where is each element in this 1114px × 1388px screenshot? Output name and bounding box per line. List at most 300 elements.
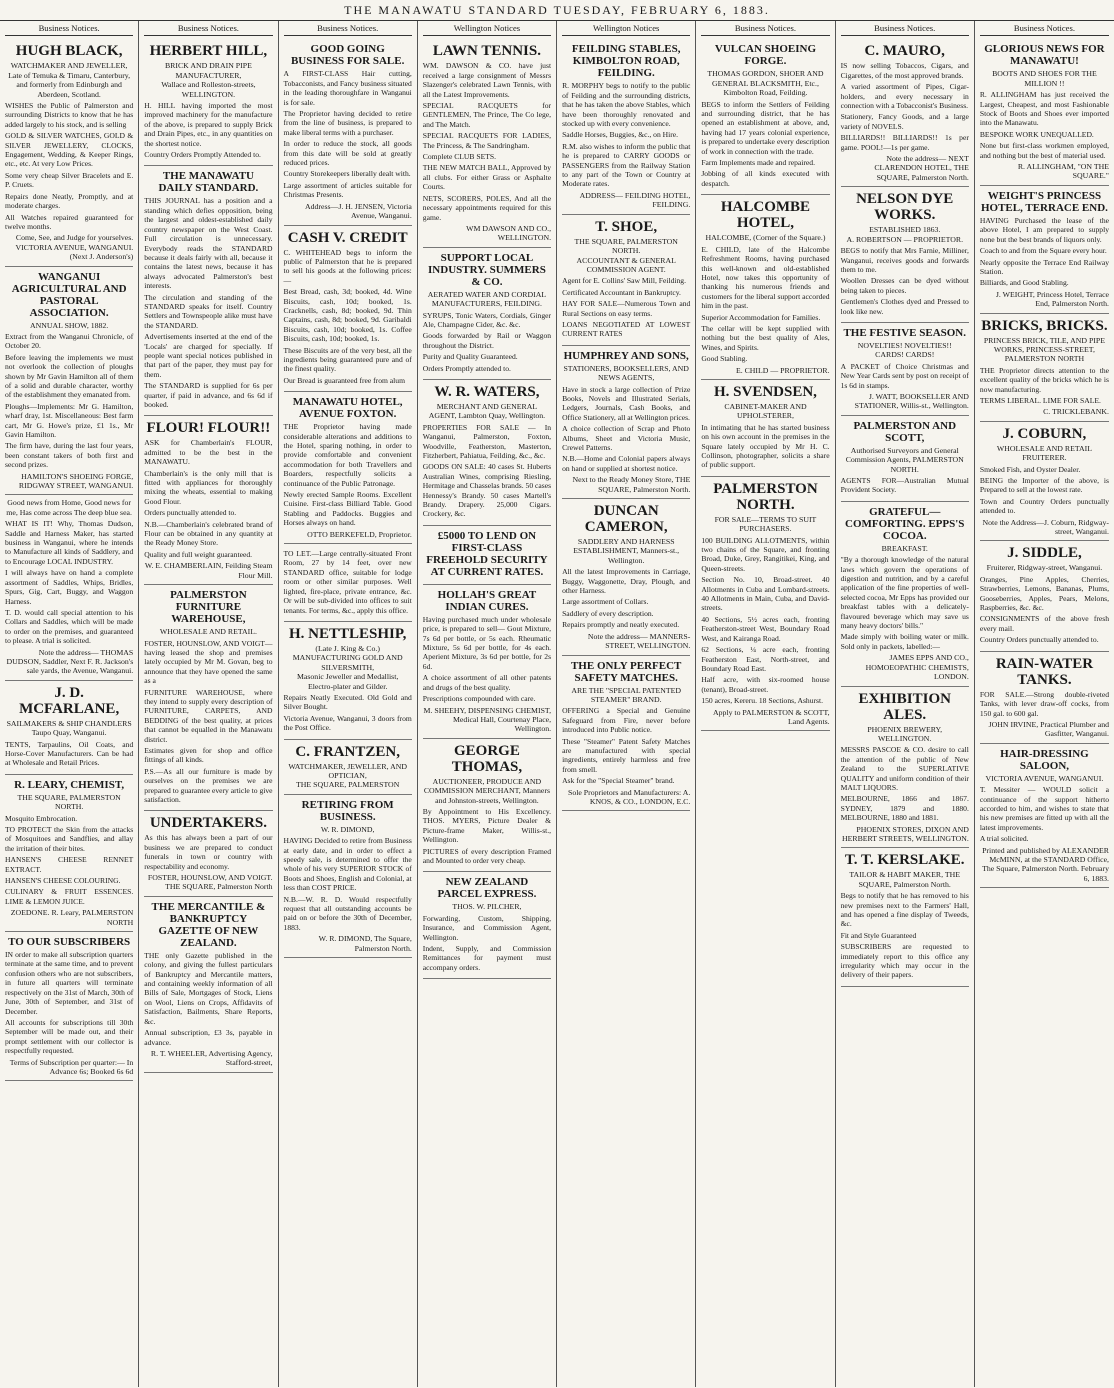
advertisement [980, 314, 1109, 422]
ad-heading: T. SHOE, [595, 218, 658, 235]
ad-signature: E. CHILD — PROPRIETOR. [735, 365, 830, 375]
ad-paragraph: Extract from the Wanganui Chronicle, of October 20. [5, 331, 134, 351]
ad-subheading: STATIONERS, BOOKSELLERS, AND NEWS AGENTS, [563, 363, 689, 383]
ad-paragraph: In intimating that he has started business on his own account in the premises in the Square lately occupied by Mr H. C. Collinson, photographer, solicits a share of public support. [701, 422, 830, 470]
ad-paragraph: Best Bread, cash, 3d; booked, 4d. Wine Biscuits, cash, 10d; booked, 1s. Cracknells, cash, 8d; booked, 9d. Thin Captains, cash, 8d; booked, 9d. Garibaldi Biscuits, cash, 10d; booked, 1s. Coffee Biscuits, cash, 10d; booked, 1s. [283, 287, 412, 344]
ad-paragraph: 62 Sections, ¼ acre each, fronting Featherston East, North-street, and Boundary Road East. [701, 645, 830, 673]
ad-signature: Next to the Ready Money Store, THE SQUARE, Palmerston North. [572, 475, 691, 494]
ad-paragraph: Country Orders Promptly Attended to. [144, 150, 261, 160]
advertisement [841, 687, 969, 849]
ad-paragraph: Purity and Quality Guaranteed. [422, 352, 518, 362]
ad-heading: H. SVENDSEN, [713, 383, 817, 400]
ad-paragraph: Nearly opposite the Terrace End Railway Station. [979, 257, 1109, 276]
ad-paragraph: TENTS, Tarpaulins, Oil Coats, and Horse-Cover Manufacturers. Can be had at Wholesale and Retail Prices. [5, 739, 134, 768]
ad-paragraph: FURNITURE WAREHOUSE, where they intend to supply every description of FURNITURE, CARPETS, AND BEDDING of the best quality, at prices that cannot be equalled in the Manawatu district. [144, 687, 273, 744]
ad-paragraph: Repairs Neatly Executed. Old Gold and Silver Bought. [283, 692, 412, 712]
ad-paragraph: Farm Implements made and repaired. [701, 158, 815, 168]
advertisement [841, 39, 969, 187]
ad-subheading: VICTORIA AVENUE, WANGANUI. [985, 773, 1104, 783]
advertisement [423, 585, 551, 739]
column-2 [139, 21, 278, 1387]
ad-paragraph: Gentlemen's Clothes dyed and Pressed to look like new. [840, 297, 969, 316]
ad-paragraph: Newly erected Sample Rooms. Excellent Cuisine. First-class Billiard Table. Good Stabling and Paddocks. Buggies and Horses always on hand. [283, 490, 412, 528]
ad-paragraph: BEGS to notify that Mrs Farnie, Milliner, Wanganui, receives goods and forwards them to me. [840, 246, 969, 274]
ad-heading: PALMERSTON FURNITURE WAREHOUSE, [170, 589, 247, 626]
ad-heading: BRICKS, BRICKS. [981, 317, 1108, 334]
ad-subheading: AUCTIONEER, PRODUCE AND COMMISSION MERCHANT, Manners and Johnston-streets, Wellington. [423, 776, 550, 805]
ad-paragraph: THE Proprietor directs attention to the excellent quality of the bricks which he is now manufacturing. [979, 365, 1109, 394]
masthead: THE MANAWATU STANDARD TUESDAY, FEBRUARY 6, 1883. [0, 0, 1114, 21]
ad-paragraph: Ask for the "Special Steamer" brand. [562, 776, 675, 786]
ad-subheading: PRINCESS BRICK, TILE, AND PIPE WORKS, PRINCESS-STREET, PALMERSTON NORTH [983, 335, 1106, 364]
ad-paragraph: The Proprietor having decided to retire from the line of business, is prepared to make liberal terms with a purchaser. [283, 109, 412, 137]
ad-subheading: Masonic Jeweller and Medallist, Electro-plater and Gilder. [296, 672, 399, 691]
ad-heading: TO OUR SUBSCRIBERS [8, 936, 131, 949]
ad-signature: WM DAWSON AND CO., WELLINGTON. [466, 223, 552, 243]
ad-heading: J. SIDDLE, [1007, 545, 1082, 562]
advertisement [980, 541, 1109, 651]
ad-heading: FLOUR! FLOUR!! [146, 420, 271, 437]
advertisement [284, 622, 412, 740]
ad-paragraph: SYRUPS, Tonic Waters, Cordials, Ginger Ale, Champagne Cider, &c. &c. [422, 310, 552, 329]
ad-paragraph: 100 BUILDING ALLOTMENTS, within two chains of the Square, and fronting Broad, Duke, Grey, Rangitikei, King, and Queen-streets. [701, 535, 830, 573]
ad-paragraph: IN order to make all subscription quarters terminate at the same time, and to prevent confusion others who are not subscribers, in future all quarters will terminate respectively on the 31st of March, 30th of June, 30th of September, and 31st of December. [5, 950, 134, 1016]
ad-subheading: HALCOMBE, (Corner of the Square.) [705, 233, 826, 243]
ad-paragraph: NETS, SCORERS, POLES, And all the necessary appointments required for this game. [422, 193, 552, 222]
ad-subheading: BRICK AND DRAIN PIPE MANUFACTURER, [164, 61, 252, 80]
advertisement [980, 39, 1109, 185]
ad-signature: FOSTER, HOUNSLOW, AND VOIGT. THE SQUARE, Palmerston North [147, 873, 273, 892]
ad-paragraph: Smoked Fish, and Oyster Dealer. [979, 464, 1081, 474]
ad-subheading: SAILMAKERS & SHIP CHANDLERS [6, 718, 132, 728]
ad-paragraph: Complete CLUB SETS. [422, 152, 496, 162]
ad-paragraph: Stationery, Fancy Goods, and a large variety of NOVELS. [840, 112, 969, 131]
ad-subheading: ESTABLISHED 1863. [869, 225, 941, 235]
ad-paragraph: Orders punctually attended to. [144, 508, 237, 518]
advertisement [5, 681, 133, 775]
advertisement [980, 186, 1109, 314]
ad-subheading: THOS. W. PILCHER, [452, 902, 522, 912]
ad-paragraph: A PACKET of Choice Christmas and New Year Cards sent by post on receipt of 1s 6d in stamps. [840, 361, 969, 390]
ad-heading: UNDERTAKERS. [149, 815, 267, 832]
ad-heading: H. NETTLESHIP, [288, 625, 407, 642]
ad-heading: J. D. MCFARLANE, [19, 684, 120, 717]
ad-paragraph: BILLIARDS!! BILLIARDS!! 1s per game. POOL!—1s per game. [840, 133, 969, 152]
ad-paragraph: Forwarding, Custom, Shipping, Insurance, and Commission Agent, Wellington. [422, 913, 552, 942]
ad-paragraph: As this has always been a part of our business we are prepared to conduct funerals in town or country with respectability and economy. [144, 833, 273, 871]
ad-signature: W. E. CHAMBERLAIN, Feilding Steam Flour Mill. [144, 561, 273, 580]
column-6 [696, 21, 835, 1387]
ad-signature: Note the Address—J. Coburn, Ridgway-street, Wanganui. [982, 517, 1109, 537]
column-7 [836, 21, 975, 1387]
ad-paragraph: Advertisements inserted at the end of the 'Locals' are charged for specially. If people want special notices published in that part of the paper, they must pay for them. [144, 332, 273, 379]
ad-signature: R. T. WHEELER, Advertising Agency, Stafford-street, [150, 1048, 273, 1068]
ad-heading: HERBERT HILL, [149, 43, 268, 60]
advertisement [144, 39, 272, 166]
ad-paragraph: CONSIGNMENTS of the above fresh every mail. [979, 614, 1109, 633]
ad-signature: Come, See, and Judge for yourselves. VICTORIA AVENUE, WANGANUI. (Next J. Anderson's) [15, 233, 134, 262]
ad-heading: VULCAN SHOEING FORGE. [714, 43, 817, 68]
advertisement [284, 392, 412, 544]
column-heading: Wellington Notices [423, 21, 551, 36]
ad-paragraph: Coach to and from the Square every hour. [979, 246, 1107, 256]
ad-subheading: (Late J. King & Co.) MANUFACTURING GOLD AND SILVERSMITH, [292, 643, 403, 672]
ad-subheading: WATCHMAKER AND JEWELLER, [10, 61, 128, 71]
ad-heading: FEILDING STABLES, KIMBOLTON ROAD, FEILDING. [571, 43, 681, 80]
ad-subheading: ACCOUNTANT & GENERAL COMMISSION AGENT. [576, 255, 676, 274]
ad-paragraph: The circulation and standing of the STANDARD speaks for itself. Country Settlers and Townspeople alike must have the STANDARD. [144, 292, 273, 330]
advertisement [980, 652, 1109, 744]
ad-heading: HUMPHREY AND SONS, [563, 349, 689, 362]
ad-paragraph: Chamberlain's is the only mill that is fitted with appliances for thoroughly mixing the wheats, essential to making Good Flour. [144, 468, 273, 506]
advertisement [5, 775, 133, 932]
ad-paragraph: Woollen Dresses can be dyed without being taken to pieces. [840, 276, 969, 295]
ad-heading: EXHIBITION ALES. [858, 690, 951, 723]
ad-subheading: TAILOR & HABIT MAKER, THE SQUARE, Palmerston North. [849, 870, 961, 889]
ad-paragraph: The STANDARD is supplied for 6s per quarter, if paid in advance, and 6s 6d if booked. [144, 381, 273, 409]
ad-subheading: SADDLERY AND HARNESS ESTABLISHMENT, Manners-st., Wellington. [573, 537, 680, 565]
ad-heading: NEW ZEALAND PARCEL EXPRESS. [437, 876, 537, 901]
ad-paragraph: The firm have, during the last four years, been constant takers of both first and second prizes. [5, 441, 134, 470]
ad-paragraph: T. Messiter — WOULD solicit a continuance of the support hitherto accorded to him, and wishes to state that his new premises are fitted up with all the latest improvements. [979, 785, 1109, 832]
ad-paragraph: 40 Sections, 5½ acres each, fronting Featherston-street West, Boundary Road West, and Kairanga Road. [701, 614, 830, 643]
column-heading: Business Notices. [980, 21, 1109, 36]
ad-heading: GRATEFUL—COMFORTING. EPPS'S COCOA. [845, 505, 965, 542]
advertisement [144, 416, 272, 585]
ad-signature: JOHN IRVINE, Practical Plumber and Gasfitter, Wanganui. [988, 719, 1109, 739]
advertisement [423, 526, 551, 585]
ad-paragraph: GOODS ON SALE: 40 cases St. Huberts Australian Wines, comprising Riesling, Hermitage and Chasselas brands. 50 cases Hennessy's Brandy. 50 cases Martell's Brandy. Drapery. 25,000 Cigars. Crockery, &c. [422, 462, 552, 519]
advertisement [144, 166, 272, 416]
ad-paragraph: Estimates given for shop and office fittings of all kinds. [144, 745, 273, 765]
ad-paragraph: A choice assortment of all other patents and drugs of the best quality. [422, 673, 552, 692]
ad-subheading: NOVELTIES! NOVELTIES!! [857, 340, 952, 350]
ad-paragraph: Fit and Style Guaranteed [840, 930, 917, 940]
ad-subheading: MERCHANT AND GENERAL AGENT, Lambton Quay, Wellington. [428, 401, 546, 421]
advertisement [284, 544, 412, 622]
ad-heading: PALMERSTON NORTH. [713, 480, 818, 513]
ad-paragraph: R. ALLINGHAM has just received the Largest, Cheapest, and most Fashionable Stock of Boots and Shoes ever imported into the Manawatu. [979, 90, 1109, 128]
ad-paragraph: Section No. 10, Broad-street. 40 Allotments in Cuba and Lombard-streets. 40 Allotments in Main, Cuba, and David-streets. [701, 575, 830, 613]
ad-heading: J. COBURN, [1002, 425, 1087, 442]
advertisement [701, 380, 829, 477]
advertisement [980, 744, 1109, 888]
ad-paragraph: All Watches repaired guaranteed for twelve months. [5, 212, 134, 231]
ad-paragraph: TERMS LIBERAL. LIME FOR SALE. [979, 395, 1101, 405]
ad-heading: WANGANUI AGRICULTURAL AND PASTORAL ASSOCIATION. [11, 270, 127, 319]
ad-paragraph: Billiards, and Good Stabling. [979, 278, 1069, 288]
ad-paragraph: A choice collection of Scrap and Photo Albums, Sheet and Victoria Music, Crewel Patterns. [562, 424, 691, 452]
column-heading: Wellington Notices [562, 21, 690, 36]
ad-paragraph: GOLD & SILVER WATCHES, GOLD & SILVER JEWELLERY, CLOCKS, Engagement, Wedding, & Keeper Rings, etc., etc. At very Low Prices. [5, 131, 134, 169]
ad-heading: T. T. KERSLAKE. [844, 852, 965, 869]
ad-signature: ADDRESS— FEILDING HOTEL, FEILDING. [579, 190, 691, 210]
ad-paragraph: These Biscuits are of the very best, all the ingredients being guaranteed pure and of the finest quality. [283, 345, 412, 374]
ad-heading: NELSON DYE WORKS. [856, 191, 954, 224]
ad-paragraph: HAVING Decided to retire from Business at early date, and in order to effect a speedy sale, is determined to offer the whole of his very SUPERIOR STOCK of Boots and Shoes, English and Colonial, at less than COST PRICE. [283, 836, 412, 893]
column-1 [0, 21, 139, 1387]
ad-paragraph: Oranges, Pine Apples, Cherries, Strawberries, Lemons, Bananas, Plums, Gooseberries, Apples, Pears, Melons, Raspberries, &c. &c. [979, 574, 1109, 613]
ad-subheading: Authorised Surveyors and General Commission Agents, PALMERSTON NORTH. [845, 445, 964, 474]
ad-paragraph: A trial solicited. [979, 834, 1029, 844]
ad-subheading: Late of Temuka & Timaru, Canterbury, and formerly from Edinburgh and Aberdeen, Scotland. [8, 70, 131, 99]
ad-paragraph: SPECIAL RACQUETS FOR LADIES, The Princess, & The Sandringham. [422, 131, 552, 150]
ad-paragraph: WISHES the Public of Palmerston and surrounding Districts to know that he has added largely to his stock, and is selling [5, 101, 134, 129]
advertisement [423, 248, 551, 380]
ad-paragraph: WM. DAWSON & CO. have just received a large consignment of Messrs Slazenger's celebrated Lawn Tennis, with all the Latest Improvements. [422, 61, 552, 99]
ad-subheading: W. R. DIMOND, [320, 824, 375, 834]
ad-paragraph: ASK for Chamberlain's FLOUR, admitted to be the best in the MANAWATU. [144, 438, 273, 467]
advertisement [5, 267, 133, 496]
ad-paragraph: SUBSCRIBERS are requested to immediately report to this office any irregularity which may occur in the delivery of their papers. [840, 942, 969, 980]
ad-heading: SUPPORT LOCAL INDUSTRY. SUMMERS & CO. [428, 251, 546, 288]
ad-paragraph: OFFERING a Special and Genuine Safeguard from Fire, never before introduced into Public notice. [562, 706, 691, 735]
ad-paragraph: Having purchased much under wholesale price, is prepared to sell— Gout Mixture, 7s 6d per bottle, or 5s each. Rheumatic Mixture, 5s 6d per bottle, for 4s each. Aperient Mixture, 3s 6d per bottle, for 2s 6d. [422, 614, 552, 671]
advertisement [841, 416, 969, 502]
ad-subheading: Wallace and Rolleston-streets, WELLINGTON. [161, 80, 256, 99]
ad-paragraph: H. HILL having imported the most improved machinery for the manufacture of the above, is prepared to supply Brick and Drain Pipes, etc., in any quantities on the shortest notice. [144, 101, 273, 148]
column-heading: Business Notices. [5, 21, 133, 36]
ad-paragraph: Superior Accommodation for Families. [701, 312, 821, 322]
ad-heading: C. FRANTZEN, [295, 743, 400, 760]
ad-paragraph: N.B.—Chamberlain's celebrated brand of Flour can be obtained in any quantity at the Ready Money Store. [144, 519, 273, 548]
advertisement [841, 323, 969, 416]
column-heading: Business Notices. [284, 21, 412, 36]
ad-paragraph: Saddle Horses, Buggies, &c., on Hire. [562, 130, 679, 140]
ad-heading: THE MERCANTILE & BANKRUPTCY GAZETTE OF NEW ZEALAND. [151, 900, 266, 949]
ad-heading: THE FESTIVE SEASON. [843, 326, 967, 339]
ad-paragraph: Town and Country Orders punctually attended to. [979, 496, 1109, 516]
ad-subheading: AERATED WATER AND CORDIAL MANUFACTURERS, FEILDING. [427, 289, 547, 309]
ad-paragraph: CULINARY & FRUIT ESSENCES. LIME & LEMON JUICE. [5, 887, 134, 906]
ad-paragraph: Saddlery of every description. [562, 608, 654, 618]
ad-signature: ZOEDONE. R. Leary, PALMERSTON NORTH [10, 908, 134, 927]
ad-paragraph: R. MORPHY begs to notify to the public of Feilding and the surrounding districts, that he has taken the above Stables, which have been thoroughly renovated and stocked up with every convenience. [562, 81, 691, 129]
ad-heading: CASH V. CREDIT [287, 229, 408, 246]
ad-paragraph: Mosquito Embrocation. [5, 813, 78, 823]
advertisement [841, 187, 969, 323]
ad-paragraph: PICTURES of every description Framed and Mounted to order very cheap. [422, 846, 552, 865]
ad-paragraph: MESSRS PASCOE & CO. desire to call the attention of the public of New Zealand to the SUPERLATIVE QUALITY and uniform condition of their MALT LIQUORS. [840, 745, 969, 792]
ad-paragraph: HAY FOR SALE—Numerous Town and Rural Sections on easy terms. [562, 299, 691, 318]
ad-paragraph: Country Orders punctually attended to. [979, 635, 1099, 645]
ad-paragraph: Before leaving the implements we must not overlook the collection of ploughs shown by Mr Gavin Hamilton all of them of a solid and durable character, worthy of the establishment they emanated from. [5, 352, 134, 400]
ad-paragraph: WHAT IS IT! Why, Thomas Dudson, Saddle and Harness Maker, has started business in Wanganui, where he intends to Manufacture all kinds of Saddlery, and to Encourage LOCAL INDUSTRY. [5, 519, 134, 566]
ad-subheading: WHOLESALE AND RETAIL. [159, 627, 257, 637]
ad-paragraph: HANSEN'S CHEESE RENNET EXTRACT. [5, 855, 134, 874]
ad-signature: M. SHEEHY, DISPENSING CHEMIST, Medical Hall, Courtenay Place, Wellington. [423, 705, 552, 734]
ad-signature: W. R. DIMOND, The Square, Palmerston North. [318, 934, 412, 953]
ad-subheading: BOOTS AND SHOES FOR THE MILLION !! [992, 69, 1097, 88]
ad-paragraph: Orders Promptly attended to. [422, 363, 511, 373]
ad-heading: PALMERSTON AND SCOTT, [853, 419, 957, 444]
ad-paragraph: AGENTS FOR—Australian Mutual Provident Society. [840, 476, 969, 495]
ad-paragraph: These "Steamer" Patent Safety Matches are manufactured with special ingredients, entirely harmless and free from smell. [562, 736, 691, 774]
ad-paragraph: E. CHILD, late of the Halcombe Refreshment Rooms, having purchased this well-known and old-established Hotel, now takes this opportunity of thanking his numerous friends and customers for the liberal support accorded him in the past. [701, 244, 830, 311]
ad-paragraph: None but first-class workmen employed, and nothing but the best of material used. [979, 141, 1109, 160]
advertisement [284, 795, 412, 958]
advertisement [562, 656, 690, 812]
ad-subheading: ARE THE "SPECIAL PATENTED STEAMER" BRAND. [571, 685, 682, 704]
advertisement [423, 872, 551, 979]
ad-paragraph: Large assortment of Collars. [562, 597, 649, 607]
advertisement [562, 215, 690, 346]
advertisement [284, 740, 412, 795]
ad-heading: R. LEARY, CHEMIST, [14, 778, 125, 791]
ad-heading: GEORGE THOMAS, [451, 742, 523, 775]
ad-heading: HOLLAH'S GREAT INDIAN CURES. [437, 588, 537, 613]
ad-heading: WEIGHT'S PRINCESS HOTEL, TERRACE END. [980, 189, 1108, 214]
advertisement [5, 932, 133, 1081]
ad-paragraph: TO PROTECT the Skin from the attacks of Mosquitoes and Sandflies, and allay the irritation of their bites. [5, 825, 134, 853]
advertisement [284, 39, 412, 225]
advertisement [144, 897, 272, 1073]
ad-signature: Apply to PALMERSTON & SCOTT, Land Agents. [712, 707, 830, 726]
ad-subheading: ANNUAL SHOW, 1882. [30, 320, 109, 330]
ad-paragraph: Certificated Accountant in Bankruptcy. [562, 287, 681, 297]
ad-paragraph: PROPERTIES FOR SALE — In Wanganui, Palmerston, Foxton, Woodville, Featherston, Masterton, Fitzherbert, Pahiatua, Feilding, &c., &c. [422, 422, 552, 460]
ad-paragraph: The cellar will be kept supplied with nothing but the best quality of Ales, Wines, and Spirits. [701, 323, 830, 352]
ad-paragraph: Annual subscription, £3 3s, payable in advance. [144, 1028, 273, 1047]
ad-paragraph: R.M. also wishes to inform the public that he is prepared to CARRY GOODS or PASSENGERS from the Railway Station to any part of the Town or Country at Moderate rates. [562, 141, 691, 189]
ad-heading: RAIN-WATER TANKS. [995, 655, 1094, 688]
ad-paragraph: A FIRST-CLASS Hair cutting, Tobacconists, and Fancy business situated in the leading thoroughfare in Wanganui is for sale. [283, 69, 412, 107]
advertisement [980, 422, 1109, 542]
ad-paragraph: BEING the Importer of the above, is Prepared to sell at the lowest rate. [979, 476, 1109, 495]
ad-subheading: BREAKFAST. [881, 543, 928, 553]
ad-signature: Note the address— NEXT CLARENDON HOTEL, THE SQUARE, Palmerston North. [874, 154, 969, 182]
ad-paragraph: Begs to notify that he has removed to his new premises next to the Farmers' Hall, and has opened a fine display of Tweeds, &c. [840, 891, 969, 929]
ad-heading: £5000 TO LEND ON FIRST-CLASS FREEHOLD SECURITY AT CURRENT RATES. [426, 529, 548, 578]
ad-paragraph: HAVING Purchased the lease of the above Hotel, I am prepared to supply none but the best brands of liquors only. [979, 215, 1109, 244]
advertisement [701, 195, 829, 380]
ad-signature: PHOENIX STORES, DIXON AND HERBERT STREETS, WELLINGTON. [841, 824, 969, 843]
ad-paragraph: Goods forwarded by Rail or Waggon throughout the District. [422, 331, 552, 350]
ad-paragraph: Country Storekeepers liberally dealt with. [283, 169, 411, 179]
column-8 [975, 21, 1114, 1387]
ad-signature: JAMES EPPS AND CO., HOMOEOPATHIC CHEMISTS, LONDON. [865, 653, 969, 682]
advertisement [562, 499, 690, 655]
ad-paragraph: Repairs done Neatly, Promptly, and at moderate charges. [5, 191, 134, 211]
ad-paragraph: Agent for E. Collins' Saw Mill, Feilding. [562, 276, 686, 286]
ad-signature: J. WEIGHT, Princess Hotel, Terrace End, Palmerston North. [995, 289, 1109, 309]
ad-subheading: THE SQUARE, PALMERSTON NORTH. [574, 236, 678, 256]
column-heading: Business Notices. [701, 21, 829, 36]
ad-paragraph: Large assortment of articles suitable for Christmas Presents. [283, 180, 412, 200]
ad-paragraph: Repairs promptly and neatly executed. [562, 620, 680, 630]
ad-paragraph: All the latest Improvements in Carriage, Buggy, Waggonette, Dray, Plough, and other Harness. [562, 567, 691, 596]
ad-paragraph: Half acre, with six-roomed house (tenant), Broad-street. [701, 675, 830, 694]
ad-subheading: Taupo Quay, Wanganui. [31, 728, 107, 738]
ad-heading: HAIR-DRESSING SALOON, [1000, 747, 1089, 772]
ad-paragraph: By Appointment to His Excellency. THOS. MYERS, Picture Dealer & Picture-frame Maker, Willis-st., Wellington. [422, 806, 552, 845]
ad-subheading: WATCHMAKER, JEWELLER, AND OPTICIAN, [288, 761, 407, 780]
ad-paragraph: HANSEN'S CHEESE COLOURING. [5, 876, 121, 886]
ad-heading: DUNCAN CAMERON, [584, 503, 668, 536]
ad-paragraph: FOR SALE.—Strong double-riveted Tanks, with lever draw-off cocks, from 150 gal. to 600 gal. [979, 689, 1109, 718]
ad-signature: Sole Proprietors and Manufacturers: A. KNOS, & CO., LONDON, E.C. [567, 787, 691, 806]
ad-paragraph: LOANS NEGOTIATED AT LOWEST CURRENT RATES [562, 319, 691, 339]
ad-paragraph: N.B.—W. R. D. Would respectfully request that all outstanding accounts be paid on or before the 30th of December, 1883. [283, 894, 412, 932]
advertisement [701, 477, 829, 732]
ad-paragraph: T. D. would call special attention to his Collars and Saddles, which will be made to order on the premises, and guaranteed to please. A trial is solicited. [5, 607, 134, 646]
ad-heading: C. MAURO, [864, 43, 945, 60]
ad-signature: R. ALLINGHAM, "ON THE SQUARE." [1017, 162, 1109, 181]
ad-paragraph: Quality and full weight guaranteed. [144, 549, 253, 559]
ad-paragraph: BESPOKE WORK UNEQUALLED. [979, 129, 1094, 139]
advertisement [423, 380, 551, 526]
ad-paragraph: Made simply with boiling water or milk. Sold only in packets, labelled:— [840, 632, 969, 651]
ad-paragraph: All accounts for subscriptions till 30th September will be made out, and their prompt settlement with our collector is respectfully requested. [5, 1017, 134, 1056]
advertisement [144, 811, 272, 896]
ad-subheading: WHOLESALE AND RETAIL FRUITERER. [996, 443, 1092, 463]
ad-subheading: FOR SALE—TERMS TO SUIT PURCHASERS. [714, 514, 817, 534]
ad-subheading: PHOENIX BREWERY, WELLINGTON. [867, 724, 943, 743]
advertisement [5, 39, 133, 266]
ad-paragraph: Victoria Avenue, Wanganui, 3 doors from the Post Office. [283, 713, 412, 733]
ad-signature: Terms of Subscription per quarter:— In Advance 6s; Booked 6s 6d [9, 1057, 134, 1076]
ad-signature: Note the address— MANNERS-STREET, WELLINGTON. [587, 631, 691, 651]
advertisement [423, 39, 551, 247]
ad-subheading: THE SQUARE, PALMERSTON NORTH. [17, 792, 121, 812]
ad-heading: HALCOMBE HOTEL, [720, 199, 811, 232]
ad-heading: RETIRING FROM BUSINESS. [301, 798, 394, 823]
ad-paragraph: THE only Gazette published in the colony, and giving the fullest particulars of Bankruptcy and Mercantile matters, and containing weekly information of all Bills of Sale, Mortgages of Stock, Liens on Wool, Liens on Crops, Affidavits of Satisfaction, Bailments, Share Reports, &c. [144, 950, 273, 1026]
ad-paragraph: Indent, Supply, and Commission Remittances for payment must accompany orders. [422, 944, 552, 972]
ad-subheading: CABINET-MAKER AND UPHOLSTERER, [724, 401, 807, 421]
ad-subheading: Good news from Home, Good news for me, Has come across The deep blue sea. [6, 498, 132, 517]
ad-paragraph: 150 acres, Kereru. 18 Sections, Ashurst. [701, 696, 824, 706]
ad-paragraph: Ploughs—Implements: Mr G. Hamilton, wharf dray, 1st. Miscellaneous: Best farm cart, Mr G. Howe's prize, £1 1s., Mr Gavin Hamilton. [5, 401, 134, 439]
ad-paragraph: FOSTER, HOUNSLOW, AND VOIGT—having leased the shop and premises lately occupied by Mr M. Govan, beg to announce that they have opened the same as a [144, 638, 273, 686]
ad-signature: Address—J. H. JENSEN, Victoria Avenue, Wanganui. [304, 201, 412, 221]
advertisement [841, 502, 969, 687]
advertisement [562, 346, 690, 499]
ad-paragraph: C. WHITEHEAD begs to inform the public of Palmerston that he is prepared to sell his goods at the following prices:— [283, 247, 412, 285]
advertisement [423, 739, 551, 873]
columns [0, 21, 1114, 1387]
ad-paragraph: I will always have on hand a complete assortment of Saddles, Whips, Bridles, Spurs, Gig, Cart, Buggy, and Waggon Harness. [5, 568, 134, 606]
advertisement [144, 585, 272, 811]
ad-signature: Printed and published by ALEXANDER McMINN, at the STANDARD Office, The Square, Palmerston North. February 6, 1883. [982, 845, 1109, 883]
ad-heading: THE ONLY PERFECT SAFETY MATCHES. [570, 659, 682, 684]
ad-paragraph: A varied assortment of Pipes, Cigar-holders, and every necessary in connection with a Tobacconist's Business. [840, 82, 969, 111]
advertisement [5, 495, 133, 680]
ad-signature: OTTO BERKEFELD, Proprietor. [307, 529, 412, 539]
ad-subheading: THE SQUARE, PALMERSTON [296, 780, 400, 790]
ad-heading: THE MANAWATU DAILY STANDARD. [158, 170, 259, 195]
ad-paragraph: Prescriptions compounded with care. [422, 694, 536, 704]
ad-paragraph: "By a thorough knowledge of the natural laws which govern the operations of digestion and nutrition, and by a careful application of the fine properties of well-selected cocoa, Mr Epps has provided our breakfast tables with a delicately-flavoured beverage which may save us many heavy doctors' bills." [840, 555, 969, 631]
ad-heading: HUGH BLACK, [15, 43, 123, 60]
column-4 [418, 21, 557, 1387]
ad-paragraph: P.S.—As all our furniture is made by ourselves on the premises we are prepared to guarantee every article to give satisfaction. [144, 766, 273, 804]
ad-paragraph: THIS JOURNAL has a position and a standing which defies opposition, being the largest and oldest-established daily country newspaper on the West Coast. Full circulation is unnecessary. Everybody reads the STANDARD because it deals fairly with all, because it contains the latest news, because it has always advocated Palmerston's best interests. [144, 196, 273, 291]
ad-paragraph: N.B.—Home and Colonial papers always on hand or supplied at shortest notice. [562, 454, 691, 473]
ad-heading: GLORIOUS NEWS FOR MANAWATU! [984, 43, 1105, 68]
ad-signature: J. WATT, BOOKSELLER AND STATIONER, Willis-st., Wellington. [854, 391, 969, 411]
ad-paragraph: Good Stabling. [701, 354, 748, 364]
ad-paragraph: Have in stock a large collection of Prize Books, Novels and Illustrated Serials, Ledgers, Journals, Cash Books, and Office Stationery, all at Wellington prices. [562, 384, 691, 422]
ad-heading: W. R. WATERS, [434, 383, 540, 400]
ad-signature: C. TRICKLEBANK. [1043, 407, 1109, 417]
ad-paragraph: BEGS to inform the Settlers of Feilding and surrounding district, that he has opened an establishment at above, and, having had 17 years colonial experience, is prepared to undertake every description of work in connection with the trade. [701, 99, 830, 156]
advertisement [562, 39, 690, 214]
ad-paragraph: THE Proprietor having made considerable alterations and additions to the Hotel, sparing nothing, in order to provide comfortable and convenient accommodation for both Travellers and Boarders, respectfully solicits a continuance of the Public Patronage. [283, 422, 412, 488]
ad-paragraph: In order to reduce the stock, all goods from this date will be sold at greatly reduced prices. [283, 139, 412, 168]
ad-heading: GOOD GOING BUSINESS FOR SALE. [290, 43, 405, 68]
ad-signature: HAMILTON'S SHOEING FORGE, RIDGWAY STREET, WANGANUI. [18, 471, 134, 491]
